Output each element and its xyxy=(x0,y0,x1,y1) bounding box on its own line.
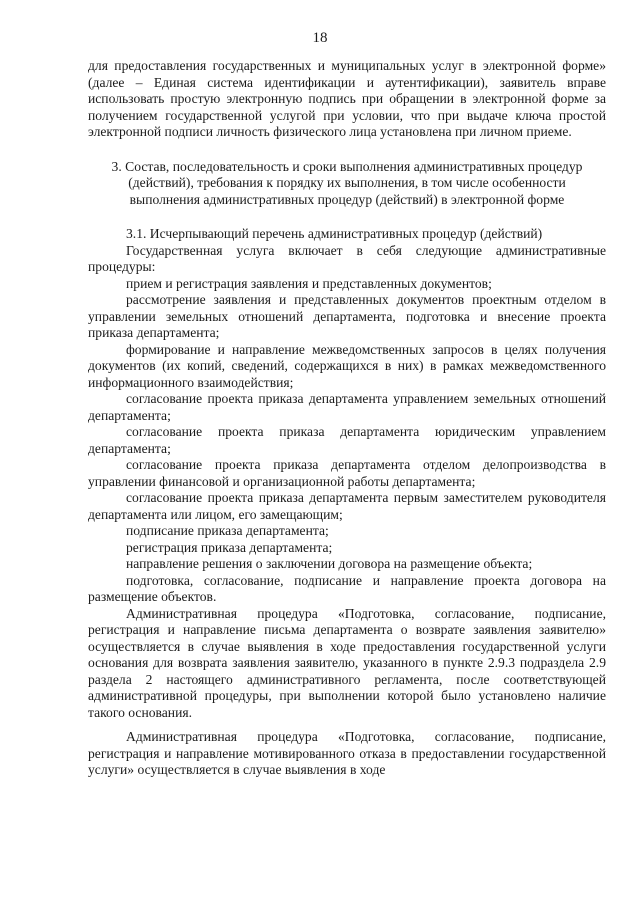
subsection-title: 3.1. Исчерпывающий перечень административных процедур (действий) xyxy=(126,226,543,241)
procedure-item: прием и регистрация заявления и представленных документов; xyxy=(126,275,492,291)
spacer xyxy=(88,721,606,729)
section-heading: 3. Состав, последовательность и сроки выполнения административных процедур (действий), требования к порядку их выполнения, в том числе особенности выполнения административных процедур (действий) в электронной форме xyxy=(111,158,583,207)
document-body xyxy=(88,58,606,779)
procedure-item: согласование проекта приказа департамента первым заместителем руководителя департамента или лицом, его замещающим; xyxy=(88,490,606,522)
procedure-item: направление решения о заключении договора на размещение объекта; xyxy=(126,556,533,571)
refusal-procedure-paragraph: Административная процедура «Подготовка, согласование, подписание, регистрация и направление мотивированного отказа в предоставлении государственной услуги» осуществляется в случае выявления в ходе xyxy=(88,729,606,777)
page-number: 18 xyxy=(312,30,328,46)
procedure-item: рассмотрение заявления и представленных документов проектным отделом в управлении земельных отношений департамента, подготовка и внесение проекта приказа департамента; xyxy=(88,292,606,340)
procedure-item: регистрация приказа департамента; xyxy=(126,539,333,555)
intro-paragraph: для предоставления государственных и муниципальных услуг в электронной форме» (далее – Единая система идентификации и аутентификации), заявитель вправе использовать простую электронную подпись при обращении в электронной форме за получением государственной услугой при условии, что при выдаче ключа простой электронной подписи личность физического лица установлена при личном приеме. xyxy=(88,58,606,139)
spacer xyxy=(88,208,606,226)
return-procedure-paragraph: Административная процедура «Подготовка, согласование, подписание, регистрация и направление письма департамента о возврате заявления заявителю» осуществляется в случае выявления в ходе предоставления государственной услуги основания для возврата заявления заявителю, указанного в пункте 2.9.3 подраздела 2.9 раздела 2 настоящего административного регламента, после соответствующей административной процедуры, при выполнении которой было установлено наличие такого основания. xyxy=(88,605,606,720)
procedure-item: подписание приказа департамента; xyxy=(126,523,329,538)
procedure-item: согласование проекта приказа департамента юридическим управлением департамента; xyxy=(88,424,606,456)
procedure-item: формирование и направление межведомственных запросов в целях получения документов (их копий, сведений, содержащихся в них) в рамках межведомственного информационного взаимодействия; xyxy=(88,341,606,390)
procedure-item: подготовка, согласование, подписание и направление проекта договора на размещение объектов. xyxy=(88,572,606,604)
procedures-lead: Государственная услуга включает в себя следующие административные процедуры: xyxy=(88,242,606,274)
procedure-item: согласование проекта приказа департамента управлением земельных отношений департамента; xyxy=(88,391,606,423)
procedure-item: согласование проекта приказа департамента отделом делопроизводства в управлении финансовой и организационной работы департамента; xyxy=(88,457,606,489)
